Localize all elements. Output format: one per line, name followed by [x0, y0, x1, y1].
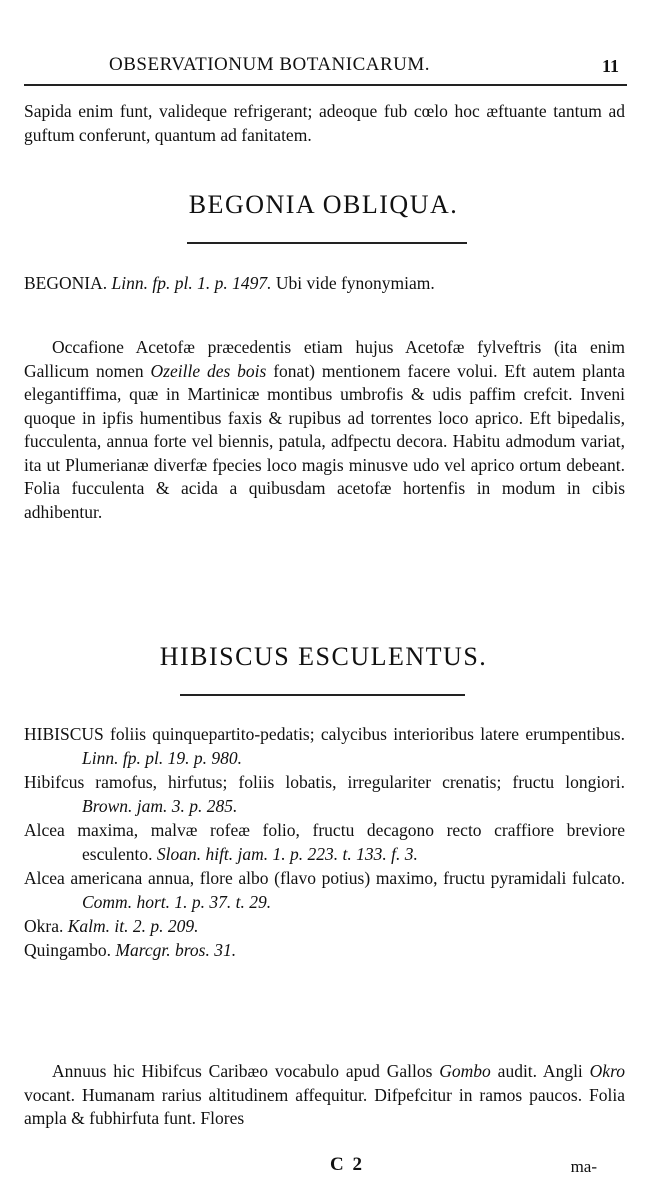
- page-number: 11: [601, 56, 619, 76]
- hibiscus-paragraph: Annuus hic Hibifcus Caribæo vocabulo apud Gallos Gombo audit. Angli Okro vocant. Humanam rarius altitudinem affequitur. Difpefcitur in ramos paucos. Folia ampla & fubhirfuta funt. Flores: [24, 1061, 625, 1128]
- synonym-entry: Okra. Kalm. it. 2. p. 209.: [24, 916, 199, 936]
- begonia-reference: [24, 272, 625, 296]
- synonym-entry: Hibifcus ramofus, hirfutus; foliis lobatis, irregulariter crenatis; fructu longiori. Brown. jam. 3. p. 285.: [24, 772, 625, 816]
- page-header: [24, 54, 623, 80]
- catchword: ma-: [570, 1157, 597, 1176]
- synonym-entry: Alcea americana annua, flore albo (flavo potius) maximo, fructu pyramidali fulcato. Comm. hort. 1. p. 37. t. 29.: [24, 868, 625, 912]
- reference-name: BEGONIA.: [24, 273, 108, 293]
- section-rule-hibiscus: [180, 694, 465, 696]
- begonia-paragraph: Occafione Acetofæ præcedentis etiam hujus Acetofæ fylveftris (ita enim Gallicum nomen Ozeille des bois fonat) mentionem facere volui. Eft autem planta elegantiffima, quæ in Martinicæ montibus umbrofis & udis paffim crefcit. Inveni quoque in ipfis humentibus faxis & rupibus ad torrentes loco aprico. Eft bipedalis, fucculenta, annua forte vel biennis, patula, adfpectu decora. Habitu admodum variat, ita ut Plumerianæ diverfæ fpecies loco magis minusve udo vel aprico ortum debeant. Folia fucculenta & acida a quibusdam acetofæ hortenfis in modum in cibis adhibentur.: [24, 337, 625, 522]
- reference-note: Ubi vide fynonymiam.: [275, 273, 435, 293]
- synonym-entry: Quingambo. Marcgr. bros. 31.: [24, 940, 237, 960]
- section-title-hibiscus: HIBISCUS ESCULENTUS.: [159, 642, 488, 671]
- running-title: OBSERVATIONUM BOTANICARUM.: [109, 54, 431, 75]
- reference-citation: Linn. fp. pl. 1. p. 1497.: [111, 273, 272, 293]
- synonym-entry: Alcea maxima, malvæ rofeæ folio, fructu decagono recto craffiore breviore esculento. Sloan. hift. jam. 1. p. 223. t. 133. f. 3.: [24, 820, 625, 864]
- section-rule-begonia: [187, 242, 467, 244]
- synonymy-list: [24, 722, 625, 962]
- header-rule: [24, 84, 627, 86]
- intro-paragraph: Sapida enim funt, valideque refrigerant; adeoque fub cœlo hoc æftuante tantum ad guftum conferunt, quantum ad fanitatem.: [24, 101, 625, 145]
- common-name-italic: Ozeille des bois: [150, 360, 267, 381]
- signature-mark: C 2: [330, 1154, 364, 1175]
- synonym-entry: HIBISCUS foliis quinquepartito-pedatis; calycibus interioribus latere erumpentibus. Linn. fp. pl. 19. p. 980.: [24, 724, 625, 768]
- section-title-begonia: BEGONIA OBLIQUA.: [188, 190, 459, 219]
